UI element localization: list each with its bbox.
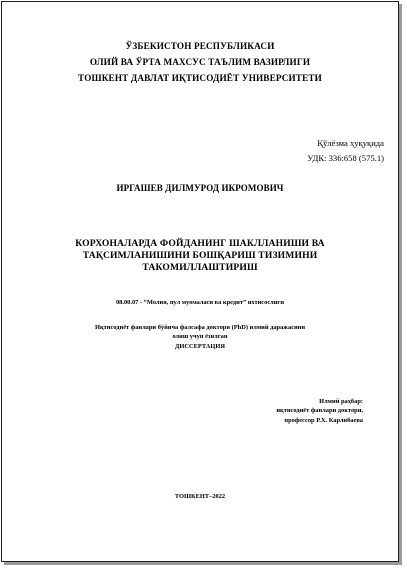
advisor-label: Илмий раҳбар: [319,398,363,405]
udc-code: УДК: 336:658 (575.1) [307,153,384,163]
specialty-code: 08.00.07 - “Молия, пул муомаласи ва кредит” ихтисослиги [115,299,285,306]
ministry-country: ЎЗБЕКИСТОН РЕСПУБЛИКАСИ [125,41,275,51]
dissertation-label: ДИССЕРТАЦИЯ [175,343,225,350]
advisor-degree: иқтисодиёт фанлари доктори, [276,407,363,414]
place-year: ТОШКЕНТ–2022 [174,493,226,500]
degree-line-2: олиш учун ёзилган [172,333,228,340]
advisor-name: профессор Р.Х. Карлибаева [284,417,363,424]
ministry-name: ОЛИЙ ВА ЎРТА МАХСУС ТАЪЛИМ ВАЗИРЛИГИ [89,57,311,67]
title-line-3: ТАКОМИЛЛАШТИРИШ [142,262,258,273]
title-line-1: КОРХОНАЛАРДА ФОЙДАНИНГ ШАКЛЛАНИШИ ВА [75,238,325,249]
university-name: ТОШКЕНТ ДАВЛАТ ИҚТИСОДИЁТ УНИВЕРСИТЕТИ [78,73,322,83]
document-page [1,1,399,562]
title-line-2: ТАҚСИМЛАНИШИНИ БОШҚАРИШ ТИЗИМИНИ [82,250,318,261]
author-name: ИРГАШЕВ ДИЛМУРОД ИКРОМОВИЧ [116,183,284,193]
manuscript-rights: Қўлёзма ҳуқуқида [317,138,384,148]
degree-line-1: Иқтисодиёт фанлари бўйича фалсафа доктори (PhD) илмий даражасини [94,324,306,331]
